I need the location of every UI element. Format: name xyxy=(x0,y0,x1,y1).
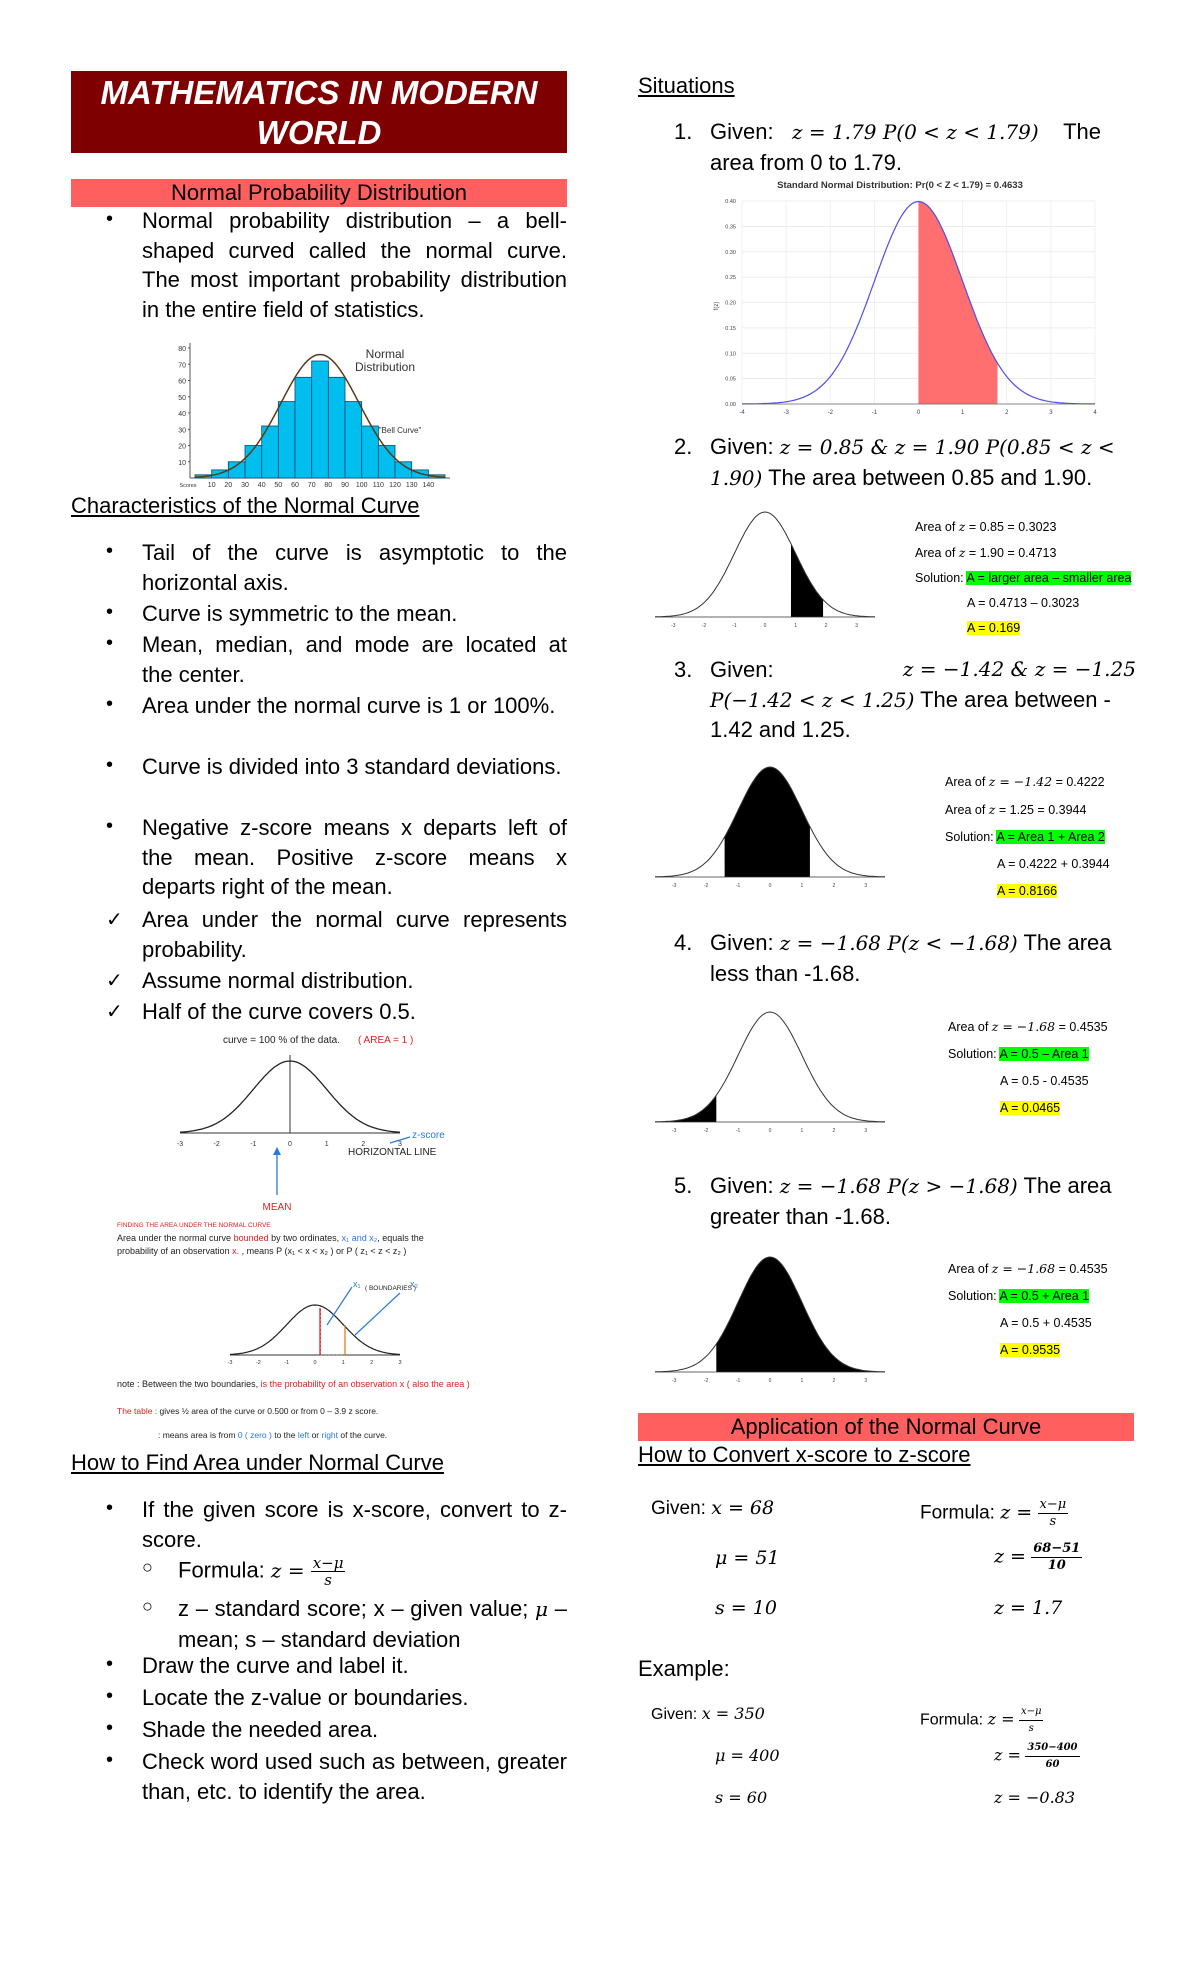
conv1-sub-num: 68−51 xyxy=(1033,1541,1081,1556)
hist-x-tick: 40 xyxy=(257,482,266,488)
small-axis-tick: 3 xyxy=(864,1378,868,1384)
boundary-axis-tick: 0 xyxy=(313,1360,317,1366)
bullet-icon: • xyxy=(106,1717,114,1739)
hist-x-tick: 130 xyxy=(405,482,418,488)
s1-x-tick: -4 xyxy=(739,410,745,416)
conv2-formula-label: Formula: xyxy=(920,1711,988,1729)
s1-x-tick: 1 xyxy=(960,410,965,416)
solution-line xyxy=(945,824,1110,851)
s4_box-calc: A = 0.5 - 0.4535 xyxy=(1000,1074,1089,1088)
small-axis-tick: -2 xyxy=(703,1128,709,1134)
conv2-s: s = 60 xyxy=(715,1788,768,1807)
bullet-icon: • xyxy=(106,815,114,837)
solution-line xyxy=(948,1013,1108,1041)
s2_box-l1b: = 0.85 = 0.3023 xyxy=(965,520,1057,534)
s1-x-tick: -2 xyxy=(827,410,833,416)
s3_box-l1a: Area of xyxy=(945,775,989,789)
s4_box-ans: A = 0.0465 xyxy=(1000,1101,1061,1115)
shaded-area xyxy=(716,1257,885,1372)
s5-tail: The area greater than -1.68. xyxy=(710,1173,1112,1229)
s3_box-ans: A = 0.8166 xyxy=(997,884,1058,898)
solution-line xyxy=(945,768,1110,796)
s1-x-tick: -1 xyxy=(871,410,878,416)
page-title: MATHEMATICS IN MODERN WORLD xyxy=(71,71,567,153)
conv1-given xyxy=(651,1497,774,1520)
conv2-mu: μ = 400 xyxy=(715,1746,780,1765)
s2_box-l2b: = 1.90 = 0.4713 xyxy=(965,546,1057,560)
hist-x-tick: 90 xyxy=(341,482,349,488)
diagram-top-text: curve = 100 % of the data. xyxy=(223,1035,341,1046)
s2_box-l1m: z xyxy=(958,519,966,534)
conv2-result: z = −0.83 xyxy=(994,1788,1076,1807)
s1-math: z = 1.79 P(0 < z < 1.79) xyxy=(791,120,1039,144)
solution-line xyxy=(948,1068,1108,1095)
s5_box-l1a: Area of xyxy=(948,1262,992,1276)
example-label: Example: xyxy=(638,1656,730,1681)
diagram-area-text: ( AREA = 1 ) xyxy=(358,1035,414,1046)
s3_box-l2m: z xyxy=(988,802,996,817)
conv2-sub-num: 350−400 xyxy=(1025,1740,1079,1757)
small-axis-tick: -2 xyxy=(703,883,709,889)
z-eq: z = xyxy=(270,1558,305,1583)
conv2-s-line xyxy=(715,1788,767,1808)
s3_box-l1b: = 0.4222 xyxy=(1052,775,1105,789)
defs-rest: – mean; s – standard deviation xyxy=(178,1596,567,1652)
normal-curve-diagram xyxy=(110,1025,530,1455)
small-axis-tick: 3 xyxy=(864,1128,868,1134)
s2_box-l2m: z xyxy=(958,545,966,560)
small-axis-tick: -1 xyxy=(732,623,737,629)
hist-y-tick: 30 xyxy=(178,427,186,435)
small-axis-tick: 0 xyxy=(768,1128,772,1134)
shaded-area xyxy=(725,767,810,877)
s3_box-calc: A = 0.4222 + 0.3944 xyxy=(997,857,1110,871)
solution-line xyxy=(915,540,1131,566)
solution-line xyxy=(915,591,1131,616)
boundaries-label: ( BOUNDARIES ) xyxy=(365,1285,416,1292)
s2-math: z = 0.85 & z = 1.90 P(0.85 < z < 1.90) xyxy=(710,435,1115,490)
conv1-formula-den: s xyxy=(1049,1514,1057,1529)
s1-y-tick: 0.10 xyxy=(725,351,736,358)
means-text: : means area is from 0 ( zero ) to the left or right of the curve. xyxy=(158,1430,388,1440)
finding-line-1: Area under the normal curve bounded by two ordinates, x₁ and x₂, equals the xyxy=(117,1233,424,1243)
hist-bar xyxy=(245,446,262,479)
s3_box-l1m: z = −1.42 xyxy=(988,774,1053,789)
curve-line xyxy=(655,512,875,617)
hist-x-tick: 80 xyxy=(324,482,333,488)
bullet-icon: • xyxy=(106,208,114,230)
note-text: note : Between the two boundaries, is the probability of an observation x ( also the area ) xyxy=(117,1379,470,1389)
hist-bar xyxy=(228,462,245,478)
s1-x-tick: -3 xyxy=(783,410,789,416)
s1-given: Given: xyxy=(710,119,774,144)
small-axis-tick: -1 xyxy=(735,883,741,889)
small-axis-tick: 1 xyxy=(800,883,804,889)
s2_box-sol_hl: A = larger area – smaller area xyxy=(966,571,1132,585)
diagram-axis-tick: -2 xyxy=(213,1141,220,1148)
bullet-icon: • xyxy=(106,540,114,562)
convert-heading: How to Convert x-score to z-score xyxy=(638,1442,971,1467)
situations-heading: Situations xyxy=(638,73,735,98)
how-bullet-4: Check word used such as between, greater than, etc. to identify the area. xyxy=(142,1749,567,1804)
small-axis-tick: -3 xyxy=(671,623,676,629)
diagram-axis-tick: -3 xyxy=(176,1141,184,1148)
s2_box-sol: Solution: xyxy=(915,571,967,585)
s3-math2: P(−1.42 < z < 1.25) xyxy=(710,687,915,712)
s3-given: Given: xyxy=(710,657,774,682)
conv1-mu: μ = 51 xyxy=(715,1547,780,1569)
s1-chart-title: Standard Normal Distribution: Pr(0 < Z < 1.79) = 0.4633 xyxy=(777,180,1023,191)
s3-text xyxy=(710,655,1136,745)
s1-y-tick: 0.20 xyxy=(725,300,736,307)
formula-label: Formula: xyxy=(178,1557,271,1583)
hist-x-tick: 60 xyxy=(291,482,299,488)
solution-line xyxy=(945,878,1110,905)
conv2-mu-line xyxy=(715,1746,780,1766)
characteristic-6: Negative z-score means x departs left of the mean. Positive z-score means x departs right of the mean. xyxy=(142,815,567,899)
circle-bullet-icon: ○ xyxy=(142,1557,153,1577)
small-axis-tick: 0 xyxy=(768,883,772,889)
conv1-s-line xyxy=(715,1597,777,1620)
s4-solution xyxy=(948,1013,1108,1122)
diagram-axis-tick: 2 xyxy=(361,1141,366,1148)
s5-curve xyxy=(645,1245,895,1390)
boundary-x2: x₂ xyxy=(410,1279,418,1289)
hist-y-tick: 50 xyxy=(178,394,186,402)
small-axis-tick: 1 xyxy=(794,623,797,629)
check-item-3: Half of the curve covers 0.5. xyxy=(142,999,416,1024)
conv2-given-label: Given: xyxy=(651,1706,702,1723)
s1-x-tick: 2 xyxy=(1005,410,1009,416)
s3-curve xyxy=(645,755,895,895)
boundary-axis-tick: -1 xyxy=(284,1360,290,1366)
conv1-formula xyxy=(920,1497,1068,1530)
s3_box-l2b: = 1.25 = 0.3944 xyxy=(995,803,1087,817)
small-axis-tick: -3 xyxy=(671,1128,677,1134)
s2-text xyxy=(710,432,1136,493)
how-bullet-2: Locate the z-value or boundaries. xyxy=(142,1685,469,1710)
how-bullet-1: Draw the curve and label it. xyxy=(142,1653,409,1678)
hist-x-tick: 20 xyxy=(224,482,233,488)
conv1-result: z = 1.7 xyxy=(994,1597,1063,1619)
solution-line xyxy=(948,1283,1108,1310)
s5_box-sol_hl: A = 0.5 + Area 1 xyxy=(999,1289,1090,1303)
s2-tail: The area between 0.85 and 1.90. xyxy=(768,464,1093,490)
hist-y-tick: 80 xyxy=(178,346,186,353)
hist-y-tick: 60 xyxy=(178,378,186,386)
bell-curve-label: "Bell Curve" xyxy=(378,426,422,435)
how-find-heading: How to Find Area under Normal Curve xyxy=(71,1450,444,1475)
hist-x-tick: 50 xyxy=(274,482,283,488)
hist-x-tick: 140 xyxy=(422,482,435,488)
s1-y-tick: 0.05 xyxy=(725,376,736,383)
conv2-sub-frac xyxy=(1025,1740,1079,1773)
shaded-area xyxy=(655,1095,716,1122)
boundary-axis-tick: 2 xyxy=(370,1360,374,1366)
hist-bar xyxy=(345,402,362,478)
conv2-zeq-formula: z = xyxy=(987,1709,1015,1729)
s5_box-l1m: z = −1.68 xyxy=(991,1261,1056,1276)
s5_box-calc: A = 0.5 + 0.4535 xyxy=(1000,1316,1092,1330)
frac-num: x−μ xyxy=(312,1554,344,1572)
small-axis-tick: 0 xyxy=(763,623,767,629)
diagram-axis-tick: 1 xyxy=(324,1141,329,1148)
small-axis-tick: -3 xyxy=(671,883,677,889)
conv1-zeq: z = xyxy=(994,1545,1026,1568)
s3-tail: The area between - 1.42 and 1.25. xyxy=(710,686,1111,742)
s4_box-sol_hl: A = 0.5 – Area 1 xyxy=(999,1047,1089,1061)
small-axis-tick: -1 xyxy=(735,1378,741,1384)
s4_box-l1m: z = −1.68 xyxy=(991,1019,1056,1034)
characteristic-1: Tail of the curve is asymptotic to the horizontal axis. xyxy=(142,540,567,595)
boundary-axis-tick: -2 xyxy=(255,1360,261,1366)
small-axis-tick: 2 xyxy=(824,623,828,629)
hist-bar xyxy=(312,361,329,478)
s5-number: 5. xyxy=(674,1173,693,1198)
s2-curve xyxy=(645,500,885,635)
characteristic-4: Area under the normal curve is 1 or 100%. xyxy=(142,693,556,718)
solution-line xyxy=(945,851,1110,878)
s1-y-tick: 0.30 xyxy=(725,249,736,256)
conv2-result-line xyxy=(994,1788,1075,1808)
table-text: The table : gives ½ area of the curve or 0.500 or from 0 – 3.9 z score. xyxy=(117,1406,379,1416)
s4-curve xyxy=(645,1000,895,1140)
small-axis-tick: 1 xyxy=(800,1378,804,1384)
bullet-icon: • xyxy=(106,1685,114,1707)
mean-label: MEAN xyxy=(262,1202,292,1213)
boundary-axis-tick: -3 xyxy=(227,1360,233,1366)
bullet-icon: • xyxy=(106,601,114,623)
characteristic-3: Mean, median, and mode are located at the center. xyxy=(142,632,567,687)
bullet-icon: • xyxy=(106,1749,114,1771)
hist-y-tick: 20 xyxy=(178,443,186,451)
check-item-1: Area under the normal curve represents probability. xyxy=(142,907,567,962)
conv2-given xyxy=(651,1704,765,1724)
intro-bullet: Normal probability distribution – a bell-shaped curved called the normal curve. The most important probability distribution in the entire field of statistics. xyxy=(142,208,567,322)
hist-bar xyxy=(278,402,295,478)
hist-bar xyxy=(328,377,345,478)
s5_box-l1b: = 0.4535 xyxy=(1055,1262,1108,1276)
s1-y-axis-label: f(z) xyxy=(714,301,720,311)
characteristic-2: Curve is symmetric to the mean. xyxy=(142,601,458,626)
diagram-axis-tick: 0 xyxy=(288,1141,292,1148)
check-item-2: Assume normal distribution. xyxy=(142,968,414,993)
s5_box-sol: Solution: xyxy=(948,1289,1000,1303)
how-bullet-1: If the given score is x-score, convert to z-score. xyxy=(142,1497,567,1552)
normal-distribution-histogram xyxy=(160,328,460,488)
s3-math1: z = −1.42 & z = −1.25 xyxy=(902,657,1136,681)
conv2-formula-den: s xyxy=(1028,1723,1034,1734)
check-icon: ✓ xyxy=(106,909,123,931)
bullet-icon: • xyxy=(106,632,114,654)
solution-line xyxy=(948,1337,1108,1364)
formula-line xyxy=(178,1555,345,1588)
small-axis-tick: -1 xyxy=(735,1128,741,1134)
small-axis-tick: 2 xyxy=(832,1378,836,1384)
hist-y-tick: 70 xyxy=(178,362,186,370)
s5-solution xyxy=(948,1255,1108,1364)
s2_box-ans: A = 0.169 xyxy=(967,621,1021,635)
s1-chart xyxy=(700,176,1100,426)
bullet-icon: • xyxy=(106,1497,114,1519)
hist-x-tick: 110 xyxy=(372,482,384,488)
bullet-icon: • xyxy=(106,1653,114,1675)
s5-math: z = −1.68 P(z > −1.68) xyxy=(779,1174,1018,1198)
frac-den: s xyxy=(324,1571,332,1589)
s1-number: 1. xyxy=(674,119,693,144)
s4-number: 4. xyxy=(674,930,693,955)
solution-line xyxy=(948,1095,1108,1122)
bullet-icon: • xyxy=(106,754,114,776)
s4_box-l1a: Area of xyxy=(948,1020,992,1034)
s2-solution xyxy=(915,514,1131,641)
conv1-x: x = 68 xyxy=(711,1497,775,1519)
s4-tail: The area less than -1.68. xyxy=(710,930,1112,986)
s2-number: 2. xyxy=(674,434,693,459)
formula-fraction xyxy=(311,1555,346,1588)
hist-y-tick: 10 xyxy=(178,459,186,467)
s2_box-l1a: Area of xyxy=(915,520,959,534)
hist-x-tick: 100 xyxy=(355,482,368,488)
s1-x-tick: 4 xyxy=(1093,410,1097,416)
solution-line xyxy=(945,796,1110,824)
hist-x-tick: 70 xyxy=(307,482,316,488)
s4_box-sol: Solution: xyxy=(948,1047,1000,1061)
conv1-result-line xyxy=(994,1597,1062,1620)
conv1-formula-num: x−μ xyxy=(1039,1497,1067,1512)
characteristics-heading: Characteristics of the Normal Curve xyxy=(71,493,420,518)
small-axis-tick: -2 xyxy=(703,1378,709,1384)
s5_box-ans: A = 0.9535 xyxy=(1000,1343,1061,1357)
s4-text xyxy=(710,928,1136,988)
s1-x-tick: 3 xyxy=(1049,410,1053,416)
section-normal-bar: Normal Probability Distribution xyxy=(71,179,567,207)
s5-given: Given: xyxy=(710,1173,774,1198)
s3-number: 3. xyxy=(674,657,693,682)
s1-x-tick: 0 xyxy=(916,410,921,416)
conv1-mu-line xyxy=(715,1547,780,1570)
boundary-axis-tick: 1 xyxy=(341,1360,345,1366)
hist-y-tick: 40 xyxy=(178,411,186,418)
solution-line xyxy=(915,616,1131,641)
conv1-formula-frac xyxy=(1038,1497,1069,1530)
conv2-formula xyxy=(920,1704,1043,1737)
boundary-x1: x₁ xyxy=(353,1279,361,1289)
horizontal-line-label: HORIZONTAL LINE xyxy=(348,1147,437,1158)
small-axis-tick: -3 xyxy=(671,1378,677,1384)
check-icon: ✓ xyxy=(106,1001,123,1023)
small-axis-tick: 1 xyxy=(800,1128,804,1134)
finding-line-2: probability of an observation x. , means P (x₁ < x < x₂ ) or P ( z₁ < z < z₂ ) xyxy=(117,1246,407,1256)
s3_box-sol: Solution: xyxy=(945,830,997,844)
solution-line xyxy=(948,1041,1108,1068)
s2_box-calc: A = 0.4713 – 0.3023 xyxy=(967,596,1080,610)
hist-bar xyxy=(295,377,312,478)
boundary-axis-tick: 3 xyxy=(398,1360,402,1366)
s3_box-sol_hl: A = Area 1 + Area 2 xyxy=(996,830,1105,844)
defs-text: z – standard score; x – given value; xyxy=(178,1596,536,1621)
s1-y-tick: 0.40 xyxy=(725,199,736,205)
s4_box-l1b: = 0.4535 xyxy=(1055,1020,1108,1034)
s1-y-tick: 0.25 xyxy=(725,275,736,282)
conv2-substitution xyxy=(994,1740,1080,1773)
s1-y-tick: 0.00 xyxy=(725,402,736,408)
conv2-zeq: z = xyxy=(994,1745,1021,1765)
conv1-given-label: Given: xyxy=(651,1498,712,1519)
diagram-axis-tick: 3 xyxy=(398,1141,402,1148)
bullet-icon: • xyxy=(106,693,114,715)
s2-given: Given: xyxy=(710,434,774,459)
finding-title: FINDING THE AREA UNDER THE NORMAL CURVE xyxy=(117,1222,271,1229)
s4-math: z = −1.68 P(z < −1.68) xyxy=(779,931,1018,955)
characteristic-5: Curve is divided into 3 standard deviations. xyxy=(142,754,562,779)
conv2-x: x = 350 xyxy=(701,1704,765,1723)
s4-given: Given: xyxy=(710,930,774,955)
small-axis-tick: 2 xyxy=(832,1128,836,1134)
hist-bar xyxy=(395,462,412,478)
s1-y-tick: 0.15 xyxy=(725,325,736,332)
circle-bullet-icon: ○ xyxy=(142,1596,153,1616)
solution-line xyxy=(915,566,1131,591)
s1-y-tick: 0.35 xyxy=(725,224,736,231)
conv1-sub-den: 10 xyxy=(1047,1558,1066,1573)
s3-solution xyxy=(945,768,1110,905)
zscore-label: z-score xyxy=(412,1130,445,1141)
hist-title: Normal Distribution xyxy=(354,347,416,374)
check-icon: ✓ xyxy=(106,970,123,992)
conv1-formula-label: Formula: xyxy=(920,1502,1001,1524)
conv2-sub-den: 60 xyxy=(1045,1759,1060,1770)
small-axis-tick: 3 xyxy=(864,883,868,889)
s5-text xyxy=(710,1171,1136,1231)
conv1-zeq-formula: z = xyxy=(1000,1501,1033,1524)
diagram-axis-tick: -1 xyxy=(250,1141,257,1148)
how-bullet-3: Shade the needed area. xyxy=(142,1717,379,1742)
mu-symbol: μ xyxy=(535,1597,549,1621)
small-axis-tick: 0 xyxy=(768,1378,772,1384)
small-axis-tick: 3 xyxy=(855,623,859,629)
small-axis-tick: -2 xyxy=(701,623,707,629)
application-bar: Application of the Normal Curve xyxy=(638,1413,1134,1441)
solution-line xyxy=(915,514,1131,540)
hist-x-tick: 120 xyxy=(389,482,401,488)
conv1-s: s = 10 xyxy=(715,1597,777,1619)
s2_box-l2a: Area of xyxy=(915,546,959,560)
conv2-formula-num: x−μ xyxy=(1019,1704,1044,1721)
curve-line xyxy=(655,1012,885,1122)
solution-line xyxy=(948,1255,1108,1283)
solution-line xyxy=(948,1310,1108,1337)
hist-x-tick: 10 xyxy=(207,482,216,488)
conv1-substitution xyxy=(994,1541,1082,1574)
s3_box-l2a: Area of xyxy=(945,803,989,817)
small-axis-tick: 2 xyxy=(832,883,836,889)
hist-x-label: Scores xyxy=(179,483,197,488)
formula-definitions xyxy=(178,1594,567,1654)
conv1-sub-frac xyxy=(1031,1541,1082,1574)
hist-bar xyxy=(378,446,395,479)
hist-x-tick: 30 xyxy=(241,482,249,488)
s1-text xyxy=(710,117,1136,177)
conv2-formula-frac xyxy=(1019,1704,1044,1737)
s1-tail: The area from 0 to 1.79. xyxy=(710,119,1102,175)
